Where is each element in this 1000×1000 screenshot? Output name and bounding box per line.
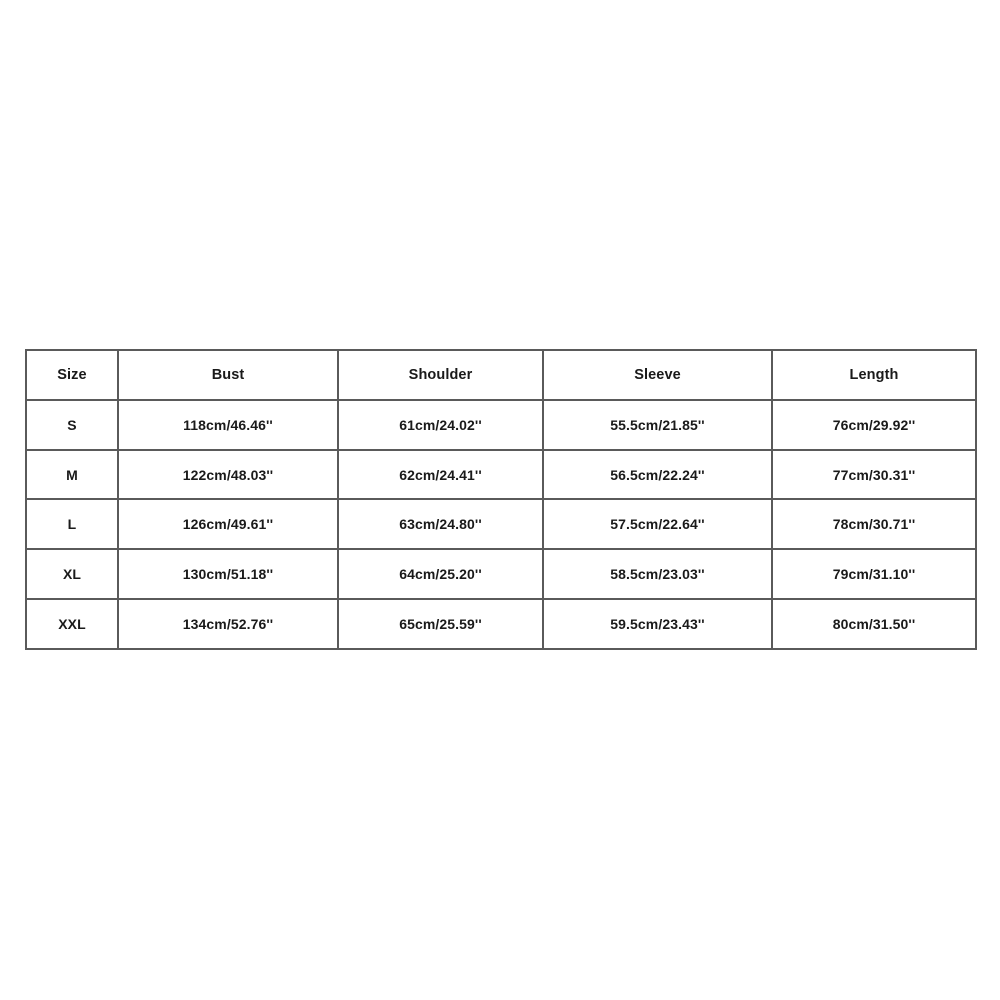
table-row (26, 450, 976, 500)
cell-bust: 126cm/49.61'' (118, 499, 338, 549)
cell-bust: 118cm/46.46'' (118, 400, 338, 450)
header-bust: Bust (118, 350, 338, 400)
table-row (26, 400, 976, 450)
cell-sleeve: 58.5cm/23.03'' (543, 549, 772, 599)
cell-shoulder: 61cm/24.02'' (338, 400, 543, 450)
cell-bust: 134cm/52.76'' (118, 599, 338, 649)
cell-shoulder: 64cm/25.20'' (338, 549, 543, 599)
cell-size: XXL (26, 599, 118, 649)
cell-shoulder: 65cm/25.59'' (338, 599, 543, 649)
cell-length: 79cm/31.10'' (772, 549, 976, 599)
cell-sleeve: 56.5cm/22.24'' (543, 450, 772, 500)
header-sleeve: Sleeve (543, 350, 772, 400)
cell-size: S (26, 400, 118, 450)
cell-length: 76cm/29.92'' (772, 400, 976, 450)
cell-sleeve: 55.5cm/21.85'' (543, 400, 772, 450)
cell-sleeve: 57.5cm/22.64'' (543, 499, 772, 549)
size-chart-table (25, 349, 977, 650)
cell-size: XL (26, 549, 118, 599)
header-length: Length (772, 350, 976, 400)
cell-length: 77cm/30.31'' (772, 450, 976, 500)
cell-size: L (26, 499, 118, 549)
cell-size: M (26, 450, 118, 500)
header-shoulder: Shoulder (338, 350, 543, 400)
cell-bust: 130cm/51.18'' (118, 549, 338, 599)
cell-length: 78cm/30.71'' (772, 499, 976, 549)
header-size: Size (26, 350, 118, 400)
cell-shoulder: 62cm/24.41'' (338, 450, 543, 500)
table-row (26, 549, 976, 599)
table-row (26, 499, 976, 549)
cell-shoulder: 63cm/24.80'' (338, 499, 543, 549)
cell-bust: 122cm/48.03'' (118, 450, 338, 500)
table-row (26, 599, 976, 649)
table-header-row (26, 350, 976, 400)
cell-sleeve: 59.5cm/23.43'' (543, 599, 772, 649)
cell-length: 80cm/31.50'' (772, 599, 976, 649)
